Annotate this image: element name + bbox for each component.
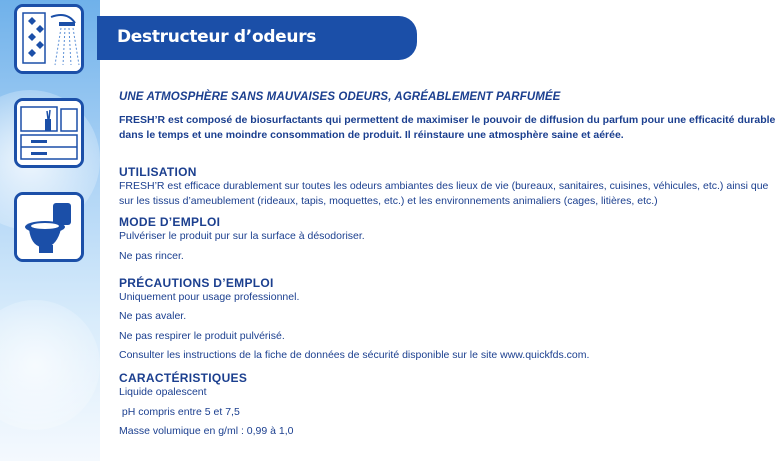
tagline: UNE ATMOSPHÈRE SANS MAUVAISES ODEURS, AGRÉABLEMENT PARFUMÉE <box>119 91 561 103</box>
section-line: Ne pas avaler. <box>119 310 187 322</box>
toilet-icon <box>14 192 84 262</box>
sidebar-glow <box>0 300 100 430</box>
intro-paragraph: FRESH’R est composé de biosurfactants qui permettent de maximiser le pouvoir de diffusion du parfum pour une efficacité durable dans le temps et une moindre consommation de produit. Il réinstaure une atmosphère saine et aérée. <box>119 114 776 141</box>
section-line: Ne pas respirer le produit pulvérisé. <box>119 329 285 342</box>
section-heading: UTILISATION <box>119 165 197 179</box>
section-line: pH compris entre 5 et 7,5 <box>119 405 240 418</box>
product-description <box>119 90 779 445</box>
section-utilisation <box>119 165 779 209</box>
title-banner <box>97 16 417 60</box>
section-line: Uniquement pour usage professionnel. <box>119 290 300 303</box>
section-caracteristiques <box>119 371 779 439</box>
section-mode-emploi <box>119 215 779 264</box>
section-line: Consulter les instructions de la fiche de données de sécurité disponible sur le site www.quickfds.com. <box>119 349 590 361</box>
bathroom-cabinet-icon <box>14 98 84 168</box>
section-heading: PRÉCAUTIONS D’EMPLOI <box>119 275 274 290</box>
section-line: Masse volumique en g/ml : 0,99 à 1,0 <box>119 425 294 437</box>
page-title: Destructeur d’odeurs <box>117 27 317 47</box>
section-line: Pulvériser le produit pur sur la surface à désodoriser. <box>119 230 365 242</box>
tiled-wall-shower-icon <box>14 4 84 74</box>
section-heading: CARACTÉRISTIQUES <box>119 371 248 385</box>
section-text: FRESH’R est efficace durablement sur toutes les odeurs ambiantes des lieux de vie (bureaux, sanitaires, cuisines, véhicules, etc.) ainsi que sur les tissus d’ameublement (rideaux, tapis, moquettes, etc.) et les environnements animaliers (cages, litières, etc.) <box>119 180 769 207</box>
section-line: Liquide opalescent <box>119 386 207 398</box>
sidebar <box>0 0 100 461</box>
section-line: Ne pas rincer. <box>119 249 184 262</box>
section-precautions <box>119 276 779 364</box>
section-heading: MODE D’EMPLOI <box>119 215 221 229</box>
